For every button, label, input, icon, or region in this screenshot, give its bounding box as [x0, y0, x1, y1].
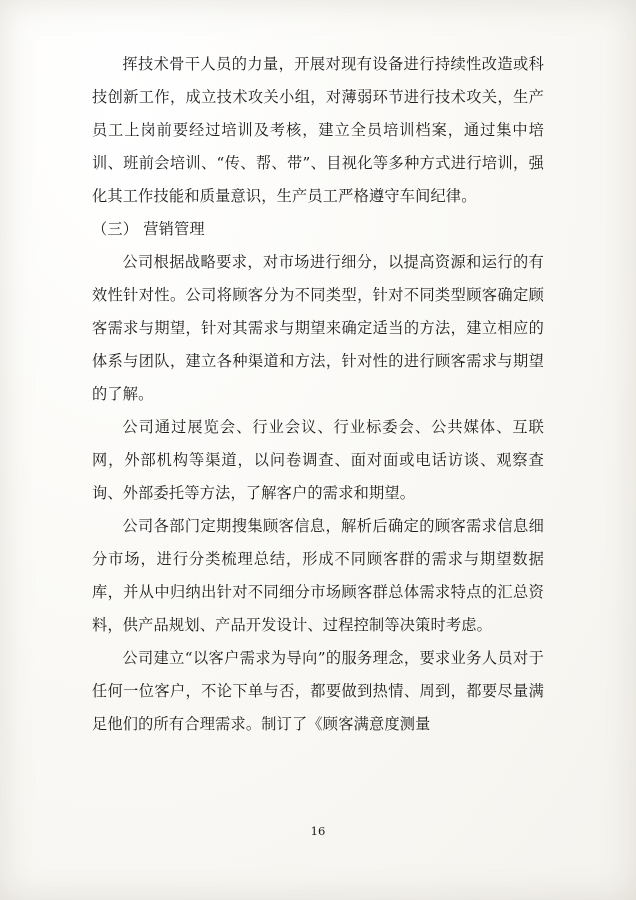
- page-text-body: [92, 48, 544, 741]
- page-number: 16: [310, 824, 326, 838]
- paragraph-customer-info: 公司各部门定期搜集顾客信息，解析后确定的顾客需求信息细分市场，进行分类梳理总结，形成不同顾客群的需求与期望数据库，并从中归纳出针对不同细分市场顾客群总体需求特点的汇总资料，供产品规划、产品开发设计、过程控制等决策时考虑。: [92, 517, 544, 634]
- paragraph-market-segmentation: 公司根据战略要求，对市场进行细分，以提高资源和运行的有效性针对性。公司将顾客分为不同类型，针对不同类型顾客确定顾客需求与期望，针对其需求与期望来确定适当的方法，建立相应的体系与团队，建立各种渠道和方法，针对性的进行顾客需求与期望的了解。: [92, 253, 544, 403]
- paragraph-service-concept: 公司建立“以客户需求为导向”的服务理念，要求业务人员对于任何一位客户，不论下单与否，都要做到热情、周到，都要尽量满足他们的所有合理需求。制订了《顾客满意度测量: [92, 649, 544, 733]
- paragraph-channels: 公司通过展览会、行业会议、行业标委会、公共媒体、互联网，外部机构等渠道，以问卷调查、面对面或电话访谈、观察查询、外部委托等方法，了解客户的需求和期望。: [92, 418, 544, 502]
- section-heading: （三） 营销管理: [92, 220, 205, 238]
- paragraph-continued: 挥技术骨干人员的力量，开展对现有设备进行持续性改造或科技创新工作，成立技术攻关小组，对薄弱环节进行技术攻关，生产员工上岗前要经过培训及考核，建立全员培训档案，通过集中培训、班前会培训、“传、帮、带”、目视化等多种方式进行培训，强化其工作技能和质量意识，生产员工严格遵守车间纪律。: [92, 55, 544, 205]
